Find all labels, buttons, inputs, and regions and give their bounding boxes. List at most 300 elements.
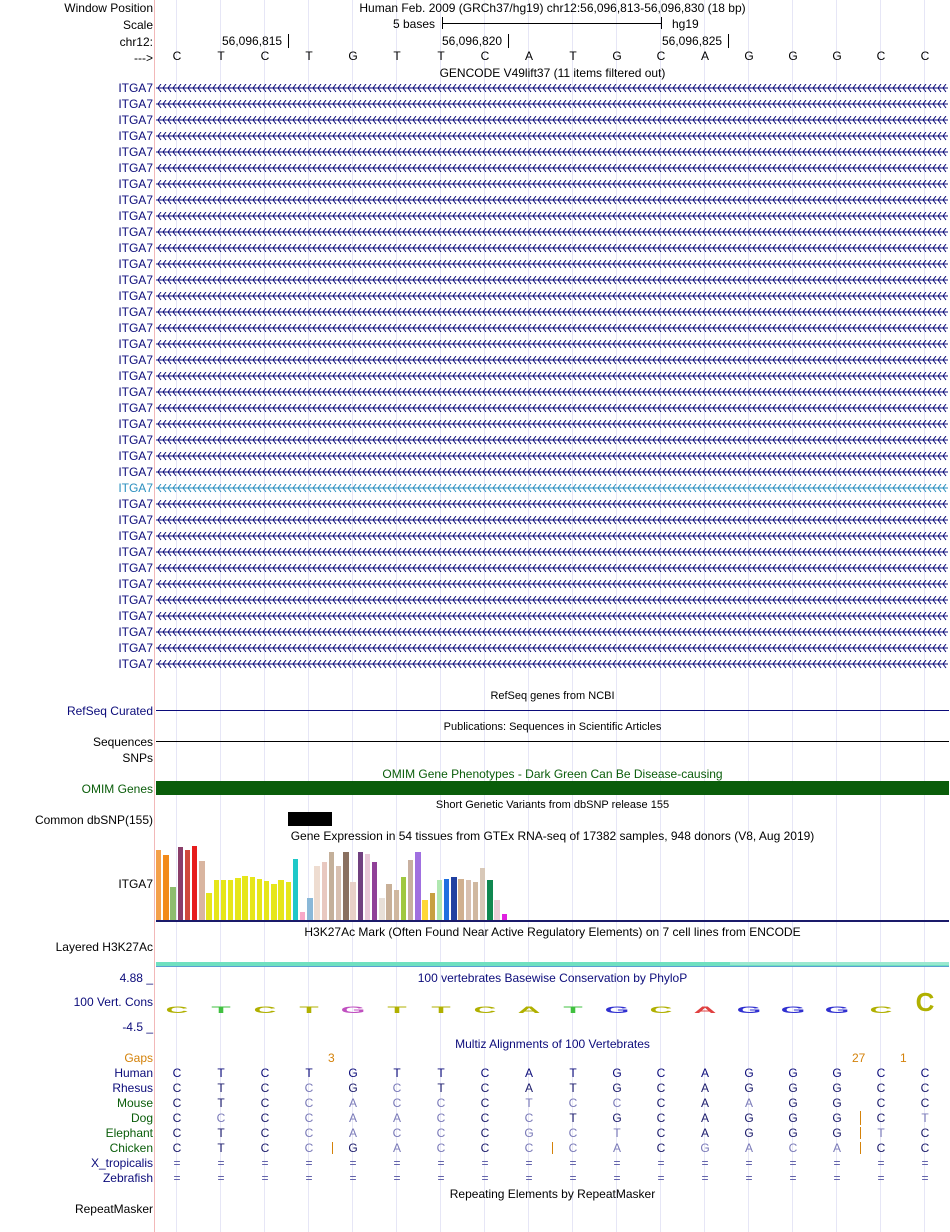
alignment-base: = [305,1156,313,1170]
strand-label: ---> [134,51,153,65]
gtex-tissue-bar[interactable] [365,854,370,920]
alignment-base: G [788,1126,798,1140]
cons-logo-letter: T [431,1005,451,1015]
dbsnp-title[interactable]: Short Genetic Variants from dbSNP release 155 [435,799,670,811]
omim-title[interactable]: OMIM Gene Phenotypes - Dark Green Can Be Disease-causing [382,767,723,781]
insert-mark-2 [552,1142,553,1154]
cons-max: 4.88 _ [119,971,153,985]
gtex-tissue-bar[interactable] [314,866,319,920]
gencode-transcript-label[interactable]: ITGA7 [118,609,153,623]
sequence-base: T [217,49,225,63]
alignment-base: C [304,1096,314,1110]
alignment-base: = [261,1171,269,1185]
alignment-base: = [613,1156,621,1170]
gtex-tissue-bar[interactable] [235,878,240,920]
alignment-base: = [437,1156,445,1170]
gtex-tissue-bar[interactable] [221,880,226,920]
gencode-transcript[interactable] [156,132,948,141]
gtex-title[interactable]: Gene Expression in 54 tissues from GTEx RNA-seq of 17382 samples, 948 donors (V8, Aug 2019) [290,829,815,843]
multiz-title[interactable]: Multiz Alignments of 100 Vertebrates [455,1037,650,1051]
cons-logo-letter: C [649,1005,673,1015]
gencode-transcript[interactable] [156,164,948,173]
alignment-base: C [876,1141,886,1155]
alignment-base: G [832,1126,842,1140]
gtex-tissue-bar[interactable] [372,862,377,920]
alignment-base: T [217,1081,225,1095]
gtex-tissue-bar[interactable] [358,852,363,920]
alignment-base: A [348,1126,357,1140]
alignment-base: T [877,1126,885,1140]
sequence-row [155,49,950,64]
alignment-base: G [524,1126,534,1140]
alignment-base: A [700,1111,709,1125]
insert-mark-1 [332,1142,333,1154]
gap-count-3: 1 [900,1051,907,1065]
gap-count-1: 3 [328,1051,335,1065]
gtex-tissue-bar[interactable] [336,866,341,920]
gtex-tissue-bar[interactable] [350,882,355,920]
alignment-base: = [525,1156,533,1170]
alignment-base: G [788,1096,798,1110]
alignment-base: C [260,1126,270,1140]
alignment-base: G [744,1126,754,1140]
coord-tick-2 [508,34,509,48]
gencode-transcript[interactable] [156,84,948,93]
gtex-tissue-bar[interactable] [228,880,233,920]
gtex-tissue-bar[interactable] [466,880,471,920]
dbsnp-variant[interactable] [288,812,332,826]
sequence-base: A [524,49,533,63]
alignment-base: A [524,1066,533,1080]
gtex-tissue-bar[interactable] [480,868,485,920]
alignment-base: G [348,1081,358,1095]
alignment-base: G [744,1081,754,1095]
alignment-base: T [437,1066,445,1080]
alignment-base: C [392,1126,402,1140]
cons-label[interactable]: 100 Vert. Cons [73,995,153,1009]
gencode-transcript-label[interactable]: ITGA7 [118,97,153,111]
alignment-base: T [525,1096,533,1110]
alignment-base: = [833,1156,841,1170]
gtex-tissue-bar[interactable] [199,861,204,920]
sequence-base: G [348,49,358,63]
alignment-base: C [656,1081,666,1095]
gencode-transcript[interactable] [156,596,948,605]
repeatmasker-label[interactable]: RepeatMasker [74,1202,153,1216]
gencode-transcript-label[interactable]: ITGA7 [118,577,153,591]
alignment-base: = [217,1171,225,1185]
gencode-transcript-label[interactable]: ITGA7 [118,257,153,271]
gencode-transcript-label[interactable]: ITGA7 [118,81,153,95]
gtex-tissue-bar[interactable] [415,852,420,920]
alignment-base: C [876,1096,886,1110]
alignment-base: C [172,1111,182,1125]
gtex-tissue-bar[interactable] [444,879,449,920]
alignment-base: G [612,1111,622,1125]
gtex-tissue-bar[interactable] [264,881,269,920]
alignment-base: G [832,1081,842,1095]
publications-feature[interactable] [156,741,949,742]
cons-logo-letter: C [915,987,935,1017]
gtex-tissue-bar[interactable] [300,912,305,920]
alignment-base: C [568,1141,578,1155]
omim-label[interactable]: OMIM Genes [81,782,153,796]
alignment-base: = [789,1171,797,1185]
alignment-base: C [260,1141,270,1155]
gtex-tissue-bar[interactable] [271,884,276,920]
gtex-tissue-bar[interactable] [192,846,197,920]
gencode-transcript[interactable] [156,260,948,269]
gencode-transcript-label[interactable]: ITGA7 [118,545,153,559]
alignment-base: = [437,1171,445,1185]
alignment-base: C [392,1096,402,1110]
gencode-transcript-label[interactable]: ITGA7 [118,273,153,287]
alignment-base: A [392,1111,401,1125]
gtex-chart[interactable] [156,844,536,920]
alignment-base: C [480,1096,490,1110]
gencode-transcript-label[interactable]: ITGA7 [118,561,153,575]
cons-logo-letter: C [253,1005,277,1015]
gencode-transcript[interactable] [156,436,948,445]
gencode-transcript[interactable] [156,116,948,125]
alignment-base: = [789,1156,797,1170]
alignment-base: G [348,1141,358,1155]
gtex-tissue-bar[interactable] [422,900,427,920]
gencode-transcript-label[interactable]: ITGA7 [118,449,153,463]
cons-title[interactable]: 100 vertebrates Basewise Conservation by PhyloP [417,971,688,985]
species-label[interactable]: Human [114,1066,153,1080]
sequence-base: C [920,49,930,63]
gencode-transcript-label[interactable]: ITGA7 [118,177,153,191]
gtex-tissue-bar[interactable] [185,850,190,920]
gencode-transcript[interactable] [156,420,948,429]
gencode-transcript-label[interactable]: ITGA7 [118,433,153,447]
gencode-transcript-label[interactable]: ITGA7 [118,641,153,655]
alignment-base: = [921,1156,929,1170]
species-label[interactable]: Mouse [116,1096,153,1110]
alignment-base: C [436,1126,446,1140]
gencode-transcript[interactable] [156,644,948,653]
gencode-transcript[interactable] [156,276,948,285]
gencode-transcript[interactable] [156,340,948,349]
alignment-base: C [920,1096,930,1110]
cons-logo[interactable] [155,988,950,1032]
gencode-transcript[interactable] [156,196,948,205]
gencode-transcript[interactable] [156,212,948,221]
alignment-base: G [832,1066,842,1080]
cons-logo-letter: C [869,1005,893,1015]
sequence-base: G [744,49,754,63]
gencode-transcript[interactable] [156,148,948,157]
species-label[interactable]: Dog [130,1111,153,1125]
gtex-tissue-bar[interactable] [206,893,211,920]
repeatmasker-title[interactable]: Repeating Elements by RepeatMasker [449,1187,656,1201]
alignment-base: = [613,1171,621,1185]
gtex-tissue-bar[interactable] [394,890,399,920]
window-position-label: Window Position [64,1,153,15]
alignment-base: = [569,1171,577,1185]
alignment-base: C [392,1081,402,1095]
coord-2: 56,096,820 [442,34,503,48]
gtex-label[interactable]: ITGA7 [118,877,153,891]
sequence-base: T [305,49,313,63]
alignment-base: C [920,1081,930,1095]
alignment-base: C [172,1126,182,1140]
gencode-transcript[interactable] [156,228,948,237]
gencode-transcript[interactable] [156,564,948,573]
gtex-tissue-bar[interactable] [156,850,161,920]
gencode-transcript[interactable] [156,244,948,253]
gtex-tissue-bar[interactable] [437,880,442,920]
alignment-base: G [744,1111,754,1125]
gencode-transcript-label[interactable]: ITGA7 [118,193,153,207]
gencode-transcript[interactable] [156,308,948,317]
alignment-base: C [304,1111,314,1125]
cons-logo-letter: A [517,1005,541,1015]
alignment-base: = [833,1171,841,1185]
gencode-transcript-label[interactable]: ITGA7 [118,305,153,319]
alignment-base: C [876,1111,886,1125]
gencode-transcript[interactable] [156,372,948,381]
species-label[interactable]: Elephant [105,1126,153,1140]
alignment-base: = [349,1156,357,1170]
alignment-base: T [613,1126,621,1140]
alignment-base: T [217,1141,225,1155]
alignment-base: = [481,1156,489,1170]
cons-logo-letter: T [387,1005,407,1015]
species-label[interactable]: X_tropicalis [90,1156,153,1170]
gencode-transcript-label[interactable]: ITGA7 [118,369,153,383]
coord-tick-1 [288,34,289,48]
sequence-base: A [700,49,709,63]
gencode-transcript[interactable] [156,292,948,301]
alignment-base: A [348,1111,357,1125]
gencode-transcript[interactable] [156,660,948,669]
gtex-tissue-bar[interactable] [322,862,327,920]
gtex-tissue-bar[interactable] [329,852,334,920]
gencode-transcript-label[interactable]: ITGA7 [118,513,153,527]
gencode-transcript[interactable] [156,388,948,397]
alignment-base: T [569,1111,577,1125]
sequence-base: G [788,49,798,63]
gencode-transcript[interactable] [156,484,948,493]
gencode-transcript-label[interactable]: ITGA7 [118,337,153,351]
gencode-transcript[interactable] [156,516,948,525]
alignment-base: = [745,1156,753,1170]
gencode-transcript-label[interactable]: ITGA7 [118,145,153,159]
gencode-transcript-label[interactable]: ITGA7 [118,161,153,175]
refseq-label[interactable]: RefSeq Curated [66,704,153,718]
gencode-transcript[interactable] [156,404,948,413]
alignment-base: = [657,1171,665,1185]
gtex-tissue-bar[interactable] [451,877,456,920]
omim-feature[interactable] [156,781,949,795]
gencode-transcript-label[interactable]: ITGA7 [118,385,153,399]
alignment-base: C [480,1081,490,1095]
alignment-base: C [172,1081,182,1095]
gencode-transcript-label[interactable]: ITGA7 [118,417,153,431]
gencode-transcript[interactable] [156,180,948,189]
alignment-base: C [480,1126,490,1140]
scale-label: Scale [122,18,153,32]
coord-1: 56,096,815 [222,34,283,48]
gtex-tissue-bar[interactable] [458,879,463,920]
gtex-tissue-bar[interactable] [286,882,291,920]
gtex-tissue-bar[interactable] [494,900,499,920]
alignment-base: T [305,1066,313,1080]
alignment-base: A [612,1141,621,1155]
alignment-base: C [480,1111,490,1125]
alignment-base: G [348,1066,358,1080]
gtex-tissue-bar[interactable] [307,898,312,920]
alignment-base: T [569,1066,577,1080]
gencode-transcript-label[interactable]: ITGA7 [118,353,153,367]
cons-logo-letter: T [299,1005,319,1015]
gtex-tissue-bar[interactable] [343,852,348,920]
alignment-base: C [216,1111,226,1125]
gencode-transcript-label[interactable]: ITGA7 [118,113,153,127]
alignment-base: T [437,1081,445,1095]
insert-mark-4 [860,1127,861,1139]
alignment-base: C [304,1081,314,1095]
cons-logo-letter: T [563,1005,583,1015]
alignment-base: C [524,1111,534,1125]
sequence-base: C [172,49,182,63]
sequences-label[interactable]: Sequences [92,735,153,749]
gtex-tissue-bar[interactable] [487,880,492,920]
alignment-base: G [612,1066,622,1080]
gencode-transcript[interactable] [156,532,948,541]
alignment-base: C [612,1096,622,1110]
h3k27ac-title[interactable]: H3K27Ac Mark (Often Found Near Active Regulatory Elements) on 7 cell lines from ENCODE [304,925,801,939]
alignment-base: G [612,1081,622,1095]
gencode-transcript[interactable] [156,612,948,621]
window-position-value: Human Feb. 2009 (GRCh37/hg19) chr12:56,096,813-56,096,830 (18 bp) [359,1,746,15]
gencode-transcript-label[interactable]: ITGA7 [118,657,153,671]
refseq-title[interactable]: RefSeq genes from NCBI [490,690,615,702]
gencode-transcript[interactable] [156,628,948,637]
alignment-base: C [436,1111,446,1125]
species-label[interactable]: Rhesus [112,1081,153,1095]
alignment-base: A [700,1081,709,1095]
gtex-tissue-bar[interactable] [430,893,435,920]
alignment-base: G [788,1081,798,1095]
gencode-transcript[interactable] [156,468,948,477]
alignment-base: = [305,1171,313,1185]
gtex-tissue-bar[interactable] [250,877,255,920]
alignment-base: C [260,1096,270,1110]
alignment-base: A [744,1096,753,1110]
alignment-base: T [217,1096,225,1110]
gencode-transcript[interactable] [156,452,948,461]
dbsnp-label[interactable]: Common dbSNP(155) [34,813,153,827]
cons-logo-letter: G [736,1005,762,1015]
alignment-base: C [876,1066,886,1080]
gtex-tissue-bar[interactable] [473,882,478,920]
gtex-tissue-bar[interactable] [178,847,183,920]
alignment-base: A [700,1126,709,1140]
sequence-base: T [437,49,445,63]
species-label[interactable]: Chicken [109,1141,153,1155]
alignment-base: A [744,1141,753,1155]
sequence-base: G [832,49,842,63]
gap-count-2: 27 [852,1051,866,1065]
gtex-tissue-bar[interactable] [293,859,298,920]
gencode-transcript-label[interactable]: ITGA7 [118,625,153,639]
gencode-transcript[interactable] [156,548,948,557]
gaps-label: Gaps [124,1051,153,1065]
insert-mark-5 [860,1142,861,1154]
gencode-transcript[interactable] [156,100,948,109]
alignment-base: C [568,1126,578,1140]
gtex-tissue-bar[interactable] [379,898,384,920]
h3k27ac-label[interactable]: Layered H3K27Ac [55,940,153,954]
gtex-tissue-bar[interactable] [242,876,247,920]
insert-mark-3 [860,1111,861,1125]
gencode-transcript-label[interactable]: ITGA7 [118,209,153,223]
alignment-base: = [173,1171,181,1185]
alignment-base: C [304,1141,314,1155]
gencode-transcript-label[interactable]: ITGA7 [118,225,153,239]
gtex-tissue-bar[interactable] [386,884,391,920]
snps-label[interactable]: SNPs [122,751,153,765]
gencode-transcript-label[interactable]: ITGA7 [118,129,153,143]
gtex-tissue-bar[interactable] [257,879,262,920]
refseq-feature[interactable] [156,710,949,711]
gencode-transcript-label[interactable]: ITGA7 [118,481,153,495]
gtex-tissue-bar[interactable] [163,855,168,920]
alignment-base: = [217,1156,225,1170]
gtex-tissue-bar[interactable] [170,887,175,920]
gtex-tissue-bar[interactable] [214,880,219,920]
gencode-transcript-label[interactable]: ITGA7 [118,241,153,255]
alignment-base: A [700,1096,709,1110]
sequence-base: C [656,49,666,63]
alignment-base: C [480,1141,490,1155]
gencode-transcript-label[interactable]: ITGA7 [118,321,153,335]
publications-title[interactable]: Publications: Sequences in Scientific Articles [443,721,662,733]
gencode-transcript[interactable] [156,324,948,333]
gtex-tissue-bar[interactable] [278,880,283,920]
cons-min: -4.5 _ [122,1020,153,1034]
alignment-base: C [436,1141,446,1155]
gencode-transcript-label[interactable]: ITGA7 [118,593,153,607]
gencode-transcript[interactable] [156,580,948,589]
alignment-base: C [260,1066,270,1080]
gencode-transcript[interactable] [156,500,948,509]
alignment-base: C [260,1111,270,1125]
gencode-transcript-label[interactable]: ITGA7 [118,497,153,511]
sequence-base: C [260,49,270,63]
coord-3: 56,096,825 [662,34,723,48]
gencode-title[interactable]: GENCODE V49lift37 (11 items filtered out) [439,66,666,80]
gencode-transcript-label[interactable]: ITGA7 [118,465,153,479]
gtex-tissue-bar[interactable] [408,860,413,920]
gtex-tissue-bar[interactable] [401,877,406,920]
alignment-base: C [480,1066,490,1080]
alignment-base: C [656,1111,666,1125]
alignment-base: A [524,1081,533,1095]
gencode-transcript-label[interactable]: ITGA7 [118,529,153,543]
chrom-label: chr12: [119,35,153,49]
scale-db: hg19 [672,17,699,31]
gencode-transcript[interactable] [156,356,948,365]
gencode-transcript-label[interactable]: ITGA7 [118,289,153,303]
species-label[interactable]: Zebrafish [102,1171,153,1185]
alignment-base: = [173,1156,181,1170]
alignment-base: = [525,1171,533,1185]
gencode-transcript-label[interactable]: ITGA7 [118,401,153,415]
